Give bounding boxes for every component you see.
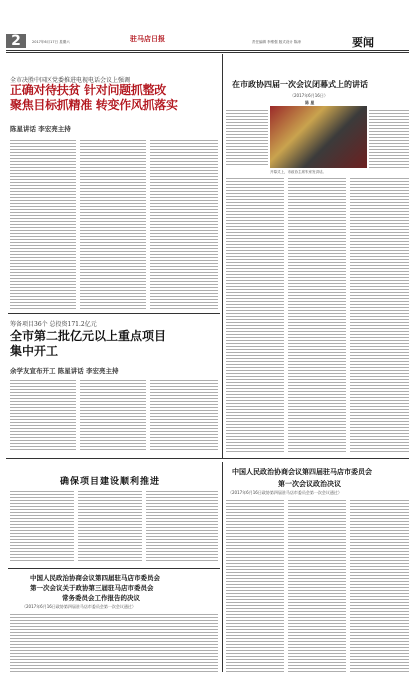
masthead-rule <box>6 50 409 51</box>
article1-kicker: 全市决胜中国区党委推进电视电话会议上强调 <box>10 77 131 84</box>
speech-photo <box>270 106 367 168</box>
column-divider <box>222 54 223 458</box>
resolution-left-body <box>10 614 218 672</box>
resolution-right-line1: 中国人民政治协商会议第四届驻马店市委员会 <box>232 467 372 476</box>
article1-title-line1: 正确对待扶贫 针对问题抓整改 <box>10 83 166 97</box>
column-divider-lower <box>222 462 223 672</box>
article2-bylines: 余学友宣布开工 陈星讲话 李宏亮主持 <box>10 367 119 375</box>
section-rule <box>8 313 220 314</box>
article1-col3 <box>150 140 218 310</box>
article1-col1 <box>10 140 76 310</box>
speech-col-left <box>226 110 268 165</box>
paper-name: 驻马店日报 <box>130 34 165 43</box>
resolution-right-subtitle: （2017年6月16日政协第四届驻马店市委员会第一次会议通过） <box>228 490 342 495</box>
resolution-right-col2 <box>288 500 346 672</box>
resolution-left-line2: 第一次会议关于政协第三届驻马店市委员会 <box>30 584 154 592</box>
page-number: 2 <box>11 33 21 49</box>
commentary-col1 <box>10 491 74 561</box>
speech-title: 在市政协四届一次会议闭幕式上的讲话 <box>232 79 368 89</box>
resolution-right-col1 <box>226 500 284 672</box>
article2-kicker: 筹备项目36个 总投资171.2亿元 <box>10 321 97 328</box>
article1-title-line2: 聚焦目标抓精准 转变作风抓落实 <box>10 98 178 112</box>
section-title: 要闻 <box>352 36 374 49</box>
article2-col1 <box>10 380 76 452</box>
speech-body2 <box>288 178 346 453</box>
article2-col3 <box>150 380 218 452</box>
article1-col2 <box>80 140 146 310</box>
article2-title-line1: 全市第二批亿元以上重点项目 <box>10 329 167 343</box>
commentary-col2 <box>78 491 142 561</box>
resolution-left-subtitle: （2017年6月16日政协第四届驻马店市委员会第一次会议通过） <box>22 604 136 609</box>
speech-body1 <box>226 178 284 453</box>
date-line: 2017年6月17日 星期六 <box>32 40 70 44</box>
resolution-right-line2: 第一次会议政治决议 <box>278 479 341 488</box>
commentary-col3 <box>146 491 218 561</box>
resolution-right-col3 <box>350 500 409 672</box>
speech-col-right <box>369 110 409 168</box>
editor-line: 责任编辑 李维强 版式设计 陈涛 <box>252 40 301 44</box>
speech-body3 <box>350 178 409 453</box>
resolution-left-line3: 常务委员会工作报告的决议 <box>62 594 140 602</box>
article2-col2 <box>80 380 146 452</box>
resolution-rule <box>8 568 220 569</box>
article2-title-line2: 集中开工 <box>10 344 59 358</box>
resolution-left-line1: 中国人民政治协商会议第四届驻马店市委员会 <box>30 574 160 582</box>
photo-caption: 开幕式上，市政协主席朱家发讲话。 <box>270 170 326 174</box>
commentary-title: 确保项目建设顺利推进 <box>60 477 161 487</box>
speech-author: 陈 星 <box>305 100 315 105</box>
speech-date: （2017年6月16日） <box>290 93 328 98</box>
masthead-rule-thin <box>6 52 409 53</box>
article1-bylines: 陈星讲话 李宏亮主持 <box>10 125 71 133</box>
lower-rule <box>6 458 409 459</box>
